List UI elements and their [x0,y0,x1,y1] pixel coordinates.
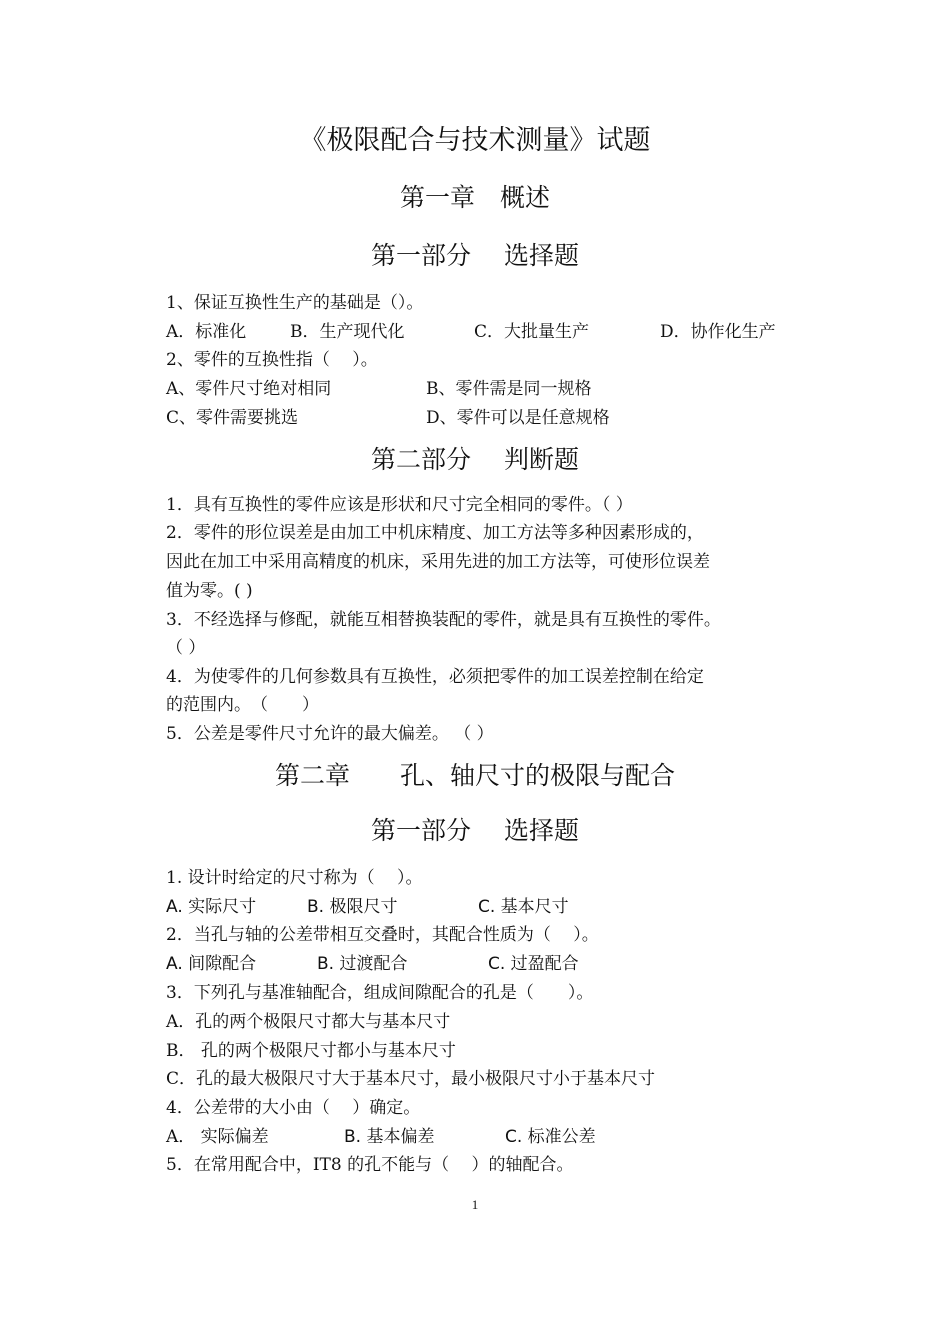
chapter-2-heading: 第二章 孔、轴尺寸的极限与配合 [274,761,675,790]
ch1-part2-heading: 第二部分 判断题 [371,445,579,474]
ch1-judge-line: 值为零。( ) [166,581,253,601]
ch2-q2: 2．当孔与轴的公差带相互交叠时，其配合性质为（ ）。 [166,925,599,945]
ch2-q4-option-a: A． 实际偏差 [166,1127,269,1147]
ch1-q1: 1、保证互换性生产的基础是（）。 [166,293,424,313]
ch2-q2-option-a: A. 间隙配合 [166,954,257,974]
ch1-judge-line: 5．公差是零件尺寸允许的最大偏差。 （ ） [166,724,494,744]
ch2-q4-option-c: C. 标准公差 [505,1127,596,1147]
ch2-q4-option-b: B. 基本偏差 [344,1127,435,1147]
ch2-q1-option-b: B. 极限尺寸 [307,897,398,917]
ch2-q3: 3．下列孔与基准轴配合，组成间隙配合的孔是（ ）。 [166,983,594,1003]
ch1-q1-option-c: C．大批量生产 [474,322,590,342]
ch1-q2-option-b: B、零件需是同一规格 [426,379,592,399]
ch1-judge-line: 3．不经选择与修配，就能互相替换装配的零件，就是具有互换性的零件。 [166,610,721,630]
ch1-q2-option-c: C、零件需要挑选 [166,408,299,428]
ch2-q2-option-b: B. 过渡配合 [317,954,408,974]
ch1-q1-option-a: A．标准化 [166,322,247,342]
ch1-judge-line: 的范围内。 （ ） [166,695,319,715]
ch2-q3-option-a: A．孔的两个极限尺寸都大与基本尺寸 [166,1012,451,1032]
ch1-judge-line: 4．为使零件的几何参数具有互换性，必须把零件的加工误差控制在给定 [166,667,704,687]
ch2-q2-option-c: C. 过盈配合 [488,954,579,974]
ch2-part1-heading: 第一部分 选择题 [371,816,579,845]
document-title: 《极限配合与技术测量》试题 [299,125,651,156]
ch2-q3-option-b: B． 孔的两个极限尺寸都小与基本尺寸 [166,1041,456,1061]
ch1-q1-option-b: B．生产现代化 [290,322,405,342]
ch1-part1-heading: 第一部分 选择题 [371,241,579,270]
page-number: 1 [471,1197,479,1212]
ch1-q1-option-d: D．协作化生产 [660,322,776,342]
ch1-judge-line: （ ） [166,638,206,658]
ch2-q1-option-a: A. 实际尺寸 [166,897,257,917]
ch2-q1: 1. 设计时给定的尺寸称为（ ）。 [166,868,423,888]
ch1-judge-line: 1．具有互换性的零件应该是形状和尺寸完全相同的零件。（ ） [166,495,633,515]
ch2-q4: 4．公差带的大小由（ ）确定。 [166,1098,421,1118]
ch2-q1-option-c: C. 基本尺寸 [478,897,569,917]
ch2-q3-option-c: C．孔的最大极限尺寸大于基本尺寸，最小极限尺寸小于基本尺寸 [166,1069,656,1089]
ch2-q5: 5．在常用配合中，IT8 的孔不能与（ ）的轴配合。 [166,1155,574,1175]
ch1-judge-line: 因此在加工中采用高精度的机床，采用先进的加工方法等，可使形位误差 [166,552,710,572]
ch1-judge-line: 2．零件的形位误差是由加工中机床精度、加工方法等多种因素形成的， [166,523,704,543]
chapter-1-heading: 第一章 概述 [399,183,550,212]
ch1-q2-option-d: D、零件可以是任意规格 [426,408,610,428]
ch1-q2: 2、零件的互换性指（ ）。 [166,350,378,370]
ch1-q2-option-a: A、零件尺寸绝对相同 [166,379,332,399]
